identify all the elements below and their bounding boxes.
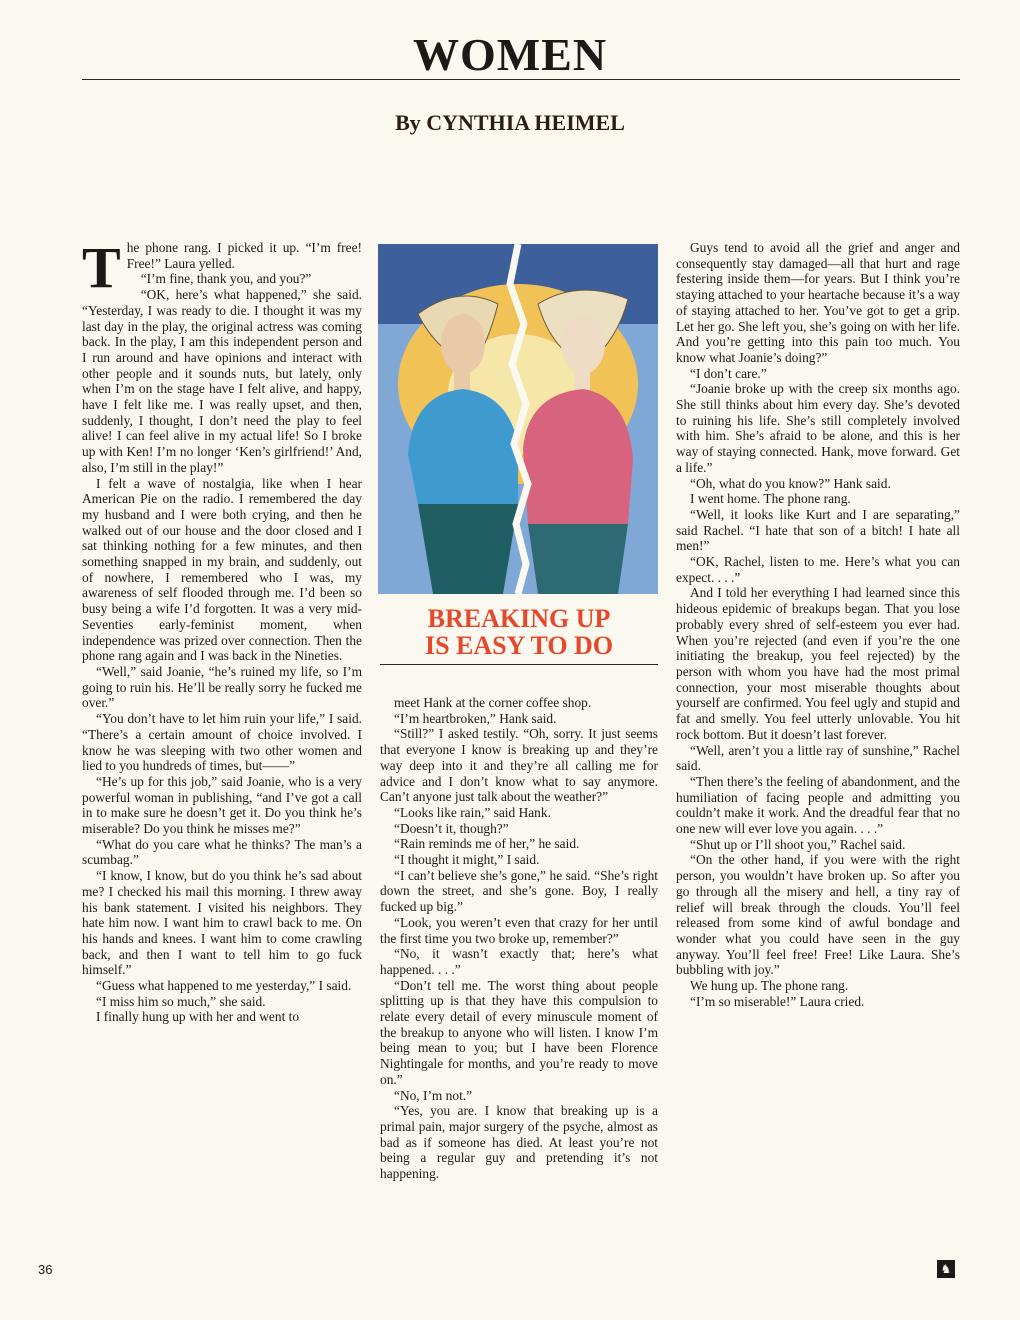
paragraph: “I’m heartbroken,” Hank said.	[394, 710, 557, 726]
paragraph: “I know, I know, but do you think he’s sad about me? I checked his mail this morning. I threw away his bank statement. I visited his neighbors. They hate him now. I want him to crawl back to me. On his hands and knees. I want him to come crawling back, and then I want to tell him to go fuck himself.”	[82, 868, 362, 978]
paragraph: “I miss him so much,” she said.	[96, 993, 266, 1009]
paragraph: “No, it wasn’t exactly that; here’s what happened. . . .”	[380, 946, 658, 977]
paragraph: And I told her everything I had learned since this hideous epidemic of breakups began. That you lose probably every shred of self-esteem you ever had. When you’re rejected (and even if you’re the one initiating the breakup, you feel rejected) by the person with whom you have had the most primal connection, your most miserable thoughts about yourself are confirmed. You feel ugly and stupid and fat and smelly. You feel utterly unlovable. You hit rock bottom. But it doesn’t last forever.	[676, 585, 960, 742]
paragraph: “I’m so miserable!” Laura cried.	[690, 993, 865, 1009]
paragraph: “I’m fine, thank you, and you?”	[140, 271, 312, 287]
paragraph: “Doesn’t it, though?”	[394, 820, 509, 836]
article-column-1	[82, 235, 362, 1025]
paragraph: “You don’t have to let him ruin your life,” I said. “There’s a certain amount of choice involved. I know he was sleeping with two other women and lied to you hundreds of times, but——”	[82, 711, 362, 774]
paragraph: “Guess what happened to me yesterday,” I said.	[96, 978, 352, 994]
byline: By CYNTHIA HEIMEL	[395, 110, 625, 135]
paragraph: “Then there’s the feeling of abandonment, and the humiliation of facing people and admitting you couldn’t make it work. And the dreadful fear that no one new will ever love you again. . . .”	[676, 773, 960, 837]
paragraph: “Still?” I asked testily. “Oh, sorry. It just seems that everyone I know is breaking up and they’re way deep into it and they’re all calling me for advice and I don’t know what to say anymore. Can’t anyone just talk about the weather?”	[380, 726, 658, 805]
paragraph: “OK, Rachel, listen to me. Here’s what you can expect. . . .”	[676, 554, 960, 585]
paragraph: I finally hung up with her and went to	[96, 1009, 300, 1025]
paragraph: “Well, it looks like Kurt and I are separating,” said Rachel. “I hate that son of a bitch! I hate all men!”	[676, 506, 960, 554]
headline-line-1: BREAKING UP	[427, 604, 611, 633]
paragraph: “Yes, you are. I know that breaking up is a primal pain, major surgery of the psyche, almost as bad as if someone has died. At least you’re not being a regular guy and pretending it’s not happening.	[380, 1103, 658, 1182]
paragraph: “I don’t care.”	[690, 365, 767, 381]
masthead: WOMEN	[412, 29, 608, 80]
paragraph: “He’s up for this job,” said Joanie, who is a very powerful woman in publishing, “and I’ve got a call in to make sure he doesn’t get it. Do you think he’s miserable? Do you think he misses me?”	[82, 773, 362, 837]
drop-cap: T	[82, 235, 121, 300]
paragraph: “OK, here’s what happened,” she said. “Yesterday, I was ready to die. I thought it was my last day in the play, the original actress was coming back. In the play, I am this independent person and I run around and have opinions and interact with other people and it sounds nuts, but lately, only when I’m on the stage have I felt alive, and happy, have I felt like me. I was really upset, and then, suddenly, I thought, I don’t need the play to feel alive! I can feel alive in my actual life! So I broke up with Ken! I’m no longer ‘Ken’s girlfriend!’ And, also, I’m still in the play!”	[82, 287, 362, 475]
paragraph: “Rain reminds me of her,” he said.	[394, 836, 580, 852]
paragraph: “I can’t believe she’s gone,” he said. “She’s right down the street, and she’s gone. Boy, I really fucked up big.”	[380, 867, 658, 915]
paragraph: “Look, you weren’t even that crazy for her until the first time you two broke up, remember?”	[380, 914, 658, 946]
page-number: 36	[38, 1262, 53, 1277]
paragraph: “On the other hand, if you were with the right person, you wouldn’t have broken up. So after you go through all the misery and hell, a tiny ray of relief will break through the clouds. You’ll feel released from some kind of awful bondage and wonder what you could have seen in the guy anyway. You’ll feel free! Free! Like Laura. She’s bubbling with joy.”	[676, 852, 960, 978]
paragraph: “Don’t tell me. The worst thing about people splitting up is that they have this compulsion to relate every detail of every minuscule moment of the breakup to anyone who will listen. I know I’m being mean to you; but I have been Florence Nightingale for months, and you’re ready to move on.”	[380, 977, 658, 1087]
paragraph: “What do you care what he thinks? The man’s a scumbag.”	[82, 836, 362, 868]
paragraph: “Shut up or I’ll shoot you,” Rachel said.	[690, 836, 906, 852]
paragraph: “No, I’m not.”	[394, 1087, 473, 1103]
paragraph: “Joanie broke up with the creep six months ago. She still thinks about him every day. She’s devoted to ruining his life. She’s still completely involved with him. She’s afraid to be alone, and this is her way of staying connected. Hank, move forward. Get a life.”	[676, 381, 960, 475]
article-column-3	[676, 240, 960, 1009]
headline-rule	[380, 664, 658, 665]
headline	[380, 605, 658, 659]
paragraph: We hung up. The phone rang.	[690, 978, 849, 994]
paragraph: Guys tend to avoid all the grief and anger and consequently stay damaged—all that hurt and rage festering inside them—for years. But I think you’re staying attached to your heartache because it’s a way of staying attached to her. You’ve got to get a grip. Let her go. She left you, she’s going on with her life. And you’re getting into this pain too much. You know what Joanie’s doing?”	[676, 240, 960, 365]
masthead-rule	[82, 79, 960, 80]
headline-line-2: IS EASY TO DO	[424, 631, 614, 660]
paragraph: “Well,” said Joanie, “he’s ruined my life, so I’m going to ruin his. He’ll be really sorry he fucked me over.”	[82, 663, 362, 711]
paragraph: “Looks like rain,” said Hank.	[394, 804, 551, 820]
paragraph: “Oh, what do you know?” Hank said.	[690, 475, 891, 491]
paragraph: I went home. The phone rang.	[690, 491, 851, 507]
illustration-breakup-couple	[378, 244, 658, 594]
paragraph: he phone rang. I picked it up. “I’m free! Free!” Laura yelled.	[126, 240, 362, 271]
paragraph: “Well, aren’t you a little ray of sunshine,” Rachel said.	[676, 742, 960, 774]
rabbit-head-icon: ♞	[937, 1260, 955, 1278]
paragraph: I felt a wave of nostalgia, like when I hear American Pie on the radio. I remembered the day my husband and I were both crying, and then he walked out of our house and the door closed and I sat thinking nothing for a few minutes, and then something snapped in my brain, and suddenly, out of nowhere, I remembered who I was, my awareness of self flooded through me. I’d been so busy being a wife I’d forgotten. It was a very mid-Seventies early-feminist moment, when independence was prized over connection. Then the phone rang again and I was back in the Nineties.	[82, 475, 362, 664]
paragraph: meet Hank at the corner coffee shop.	[394, 695, 592, 710]
paragraph: “I thought it might,” I said.	[394, 852, 540, 868]
article-column-2	[380, 695, 658, 1182]
